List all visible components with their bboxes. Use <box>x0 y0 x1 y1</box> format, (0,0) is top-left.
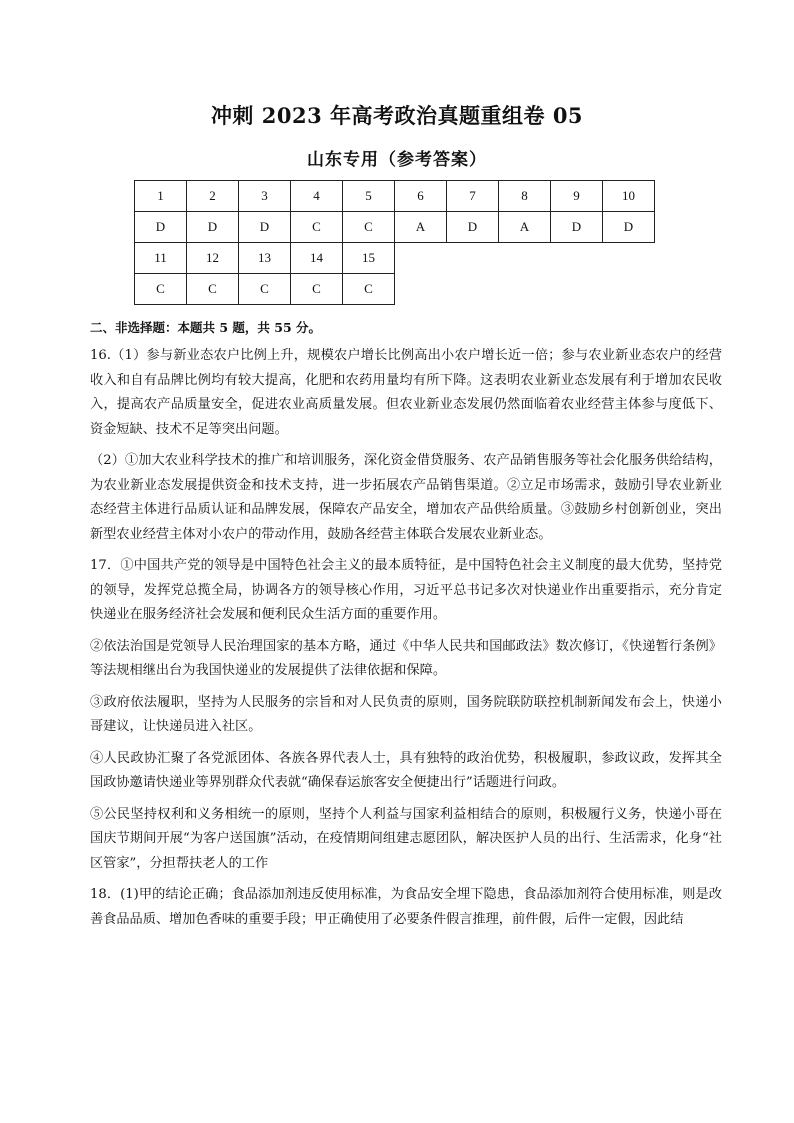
paragraph-q16-2: （2）①加大农业科学技术的推广和培训服务，深化资金借贷服务、农产品销售服务等社会化服务供给结构，为农业新业态发展提供资金和技术支持，进一步拓展农产品销售渠道。②立足市场需求，鼓励引导农业新业态经营主体进行品质认证和品牌发展，保障农产品安全，增加农产品供给质量。③鼓励乡村创新创业，突出新型农业经营主体对小农户的带动作用，鼓励各经营主体联合发展农业新业态。 <box>90 453 722 542</box>
question-number: 3 <box>239 181 291 212</box>
answer-cell: C <box>343 212 395 243</box>
question-number: 2 <box>187 181 239 212</box>
answer-body <box>90 344 722 939</box>
answer-cell: C <box>291 212 343 243</box>
answer-cell: D <box>551 212 603 243</box>
table-row <box>135 212 655 243</box>
question-number: 8 <box>499 181 551 212</box>
question-number: 13 <box>239 243 291 274</box>
question-number: 4 <box>291 181 343 212</box>
question-number: 15 <box>343 243 395 274</box>
question-number: 14 <box>291 243 343 274</box>
paragraph-q17-4: ④人民政协汇聚了各党派团体、各族各界代表人士，具有独特的政治优势，积极履职，参政议政，发挥其全国政协邀请快递业等界别群众代表就“确保春运旅客安全便捷出行”话题进行问政。 <box>90 750 722 790</box>
answer-cell: A <box>395 212 447 243</box>
answer-cell: D <box>135 212 187 243</box>
answer-cell: C <box>239 274 291 305</box>
paragraph-q17-3: ③政府依法履职，坚持为人民服务的宗旨和对人民负责的原则，国务院联防联控机制新闻发布会上，快递小哥建议，让快递员进入社区。 <box>90 694 722 734</box>
answer-cell: D <box>187 212 239 243</box>
question-number: 1 <box>135 181 187 212</box>
paragraph-q16-1: 16.（1）参与新业态农户比例上升，规模农户增长比例高出小农户增长近一倍；参与农业新业态农户的经营收入和自有品牌比例均有较大提高，化肥和农药用量均有所下降。这表明农业新业态发展有利于增加农民收入，提高农产品质量安全，促进农业高质量发展。但农业新业态发展仍然面临着农业经营主体参与度低下、资金短缺、技术不足等突出问题。 <box>90 348 722 437</box>
answer-cell: D <box>603 212 655 243</box>
answer-cell: C <box>343 274 395 305</box>
answer-cell: C <box>291 274 343 305</box>
table-row <box>135 243 655 274</box>
table-row <box>135 274 655 305</box>
question-number: 11 <box>135 243 187 274</box>
answer-cell: D <box>447 212 499 243</box>
paragraph-q17-5: ⑤公民坚持权利和义务相统一的原则，坚持个人利益与国家利益相结合的原则，积极履行义务，快递小哥在国庆节期间开展“为客户送国旗”活动，在疫情期间组建志愿团队，解决医护人员的出行、生活需求，化身“社区管家”，分担帮扶老人的工作 <box>90 806 722 871</box>
page-title: 冲刺 2023 年高考政治真题重组卷 05 <box>210 103 584 128</box>
empty-cell <box>395 274 655 305</box>
answer-table <box>134 180 655 305</box>
paragraph-q17-2: ②依法治国是党领导人民治理国家的基本方略，通过《中华人民共和国邮政法》数次修订，《快递暂行条例》等法规相继出台为我国快递业的发展提供了法律依据和保障。 <box>90 638 722 678</box>
page-subtitle: 山东专用（参考答案） <box>307 150 487 170</box>
question-number: 9 <box>551 181 603 212</box>
answer-cell: D <box>239 212 291 243</box>
question-number: 7 <box>447 181 499 212</box>
question-number: 6 <box>395 181 447 212</box>
table-row <box>135 181 655 212</box>
answer-cell: C <box>135 274 187 305</box>
paragraph-q17-1: 17．①中国共产党的领导是中国特色社会主义的最本质特征，是中国特色社会主义制度的最大优势，坚持党的领导，发挥党总揽全局，协调各方的领导核心作用，习近平总书记多次对快递业作出重要指示，充分肯定快递业在服务经济社会发展和便利民众生活方面的重要作用。 <box>90 558 722 622</box>
section-heading: 二、非选择题：本题共 5 题，共 55 分。 <box>90 320 322 335</box>
paragraph-q18-1: 18．(1)甲的结论正确；食品添加剂违反使用标准，为食品安全埋下隐患，食品添加剂符合使用标准，则是改善食品品质、增加色香味的重要手段；甲正确使用了必要条件假言推理，前件假，后件一定假，因此结 <box>90 887 722 927</box>
question-number: 12 <box>187 243 239 274</box>
answer-cell: C <box>187 274 239 305</box>
question-number: 5 <box>343 181 395 212</box>
question-number: 10 <box>603 181 655 212</box>
empty-cell <box>395 243 655 274</box>
answer-cell: A <box>499 212 551 243</box>
